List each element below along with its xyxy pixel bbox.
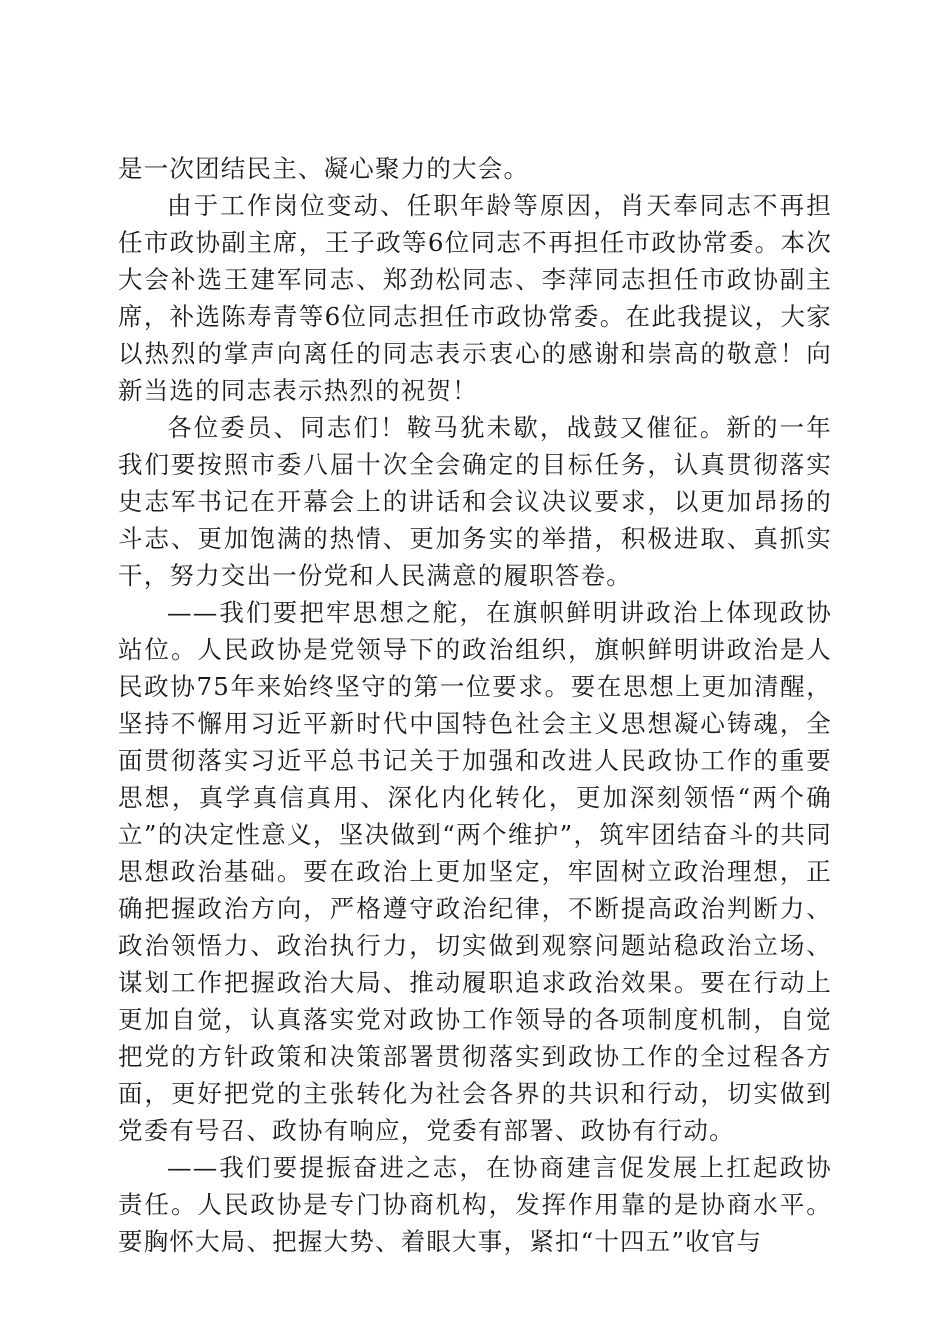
paragraph-political-stance: ——我们要把牢思想之舵，在旗帜鲜明讲政治上体现政协站位。人民政协是党领导下的政治组织，旗帜鲜明讲政治是人民政协75年来始终坚守的第一位要求。要在思想上更加清醒，坚持不懈用习近平新时代中国特色社会主义思想凝心铸魂，全面贯彻落实习近平总书记关于加强和改进人民政协工作的重要思想，真学真信真用、深化内化转化，更加深刻领悟“两个确立”的决定性意义，坚决做到“两个维护”，筑牢团结奋斗的共同思想政治基础。要在政治上更加坚定，牢固树立政治理想，正确把握政治方向，严格遵守政治纪律，不断提高政治判断力、政治领悟力、政治执行力，切实做到观察问题站稳政治立场、谋划工作把握政治大局、推动履职追求政治效果。要在行动上更加自觉，认真落实党对政协工作领导的各项制度机制，自觉把党的方针政策和决策部署贯彻落实到政协工作的全过程各方面，更好把党的主张转化为社会各界的共识和行动，切实做到党委有号召、政协有响应，党委有部署、政协有行动。 [118, 598, 832, 1145]
paragraph-continuation: 是一次团结民主、凝心聚力的大会。 [118, 154, 530, 183]
paragraph-new-year-goals: 各位委员、同志们！鞍马犹未歇，战鼓又催征。新的一年我们要按照市委八届十次全会确定的目标任务，认真贯彻落实史志军书记在开幕会上的讲话和会议决议要求，以更加昂扬的斗志、更加饱满的热情、更加务实的举措，积极进取、真抓实干，努力交出一份党和人民满意的履职答卷。 [118, 413, 832, 590]
document-page [118, 150, 832, 1260]
paragraph-personnel-changes: 由于工作岗位变动、任职年龄等原因，肖天奉同志不再担任市政协副主席，王子政等6位同志不再担任市政协常委。本次大会补选王建军同志、郑劲松同志、李萍同志担任市政协副主席，补选陈寿青等6位同志担任市政协常委。在此我提议，大家以热烈的掌声向离任的同志表示衷心的感谢和崇高的敬意！向新当选的同志表示热烈的祝贺！ [118, 191, 832, 405]
paragraph-consultation: ——我们要提振奋进之志，在协商建言促发展上扛起政协责任。人民政协是专门协商机构，发挥作用靠的是协商水平。要胸怀大局、把握大势、着眼大事，紧扣“十四五”收官与 [118, 1153, 832, 1256]
